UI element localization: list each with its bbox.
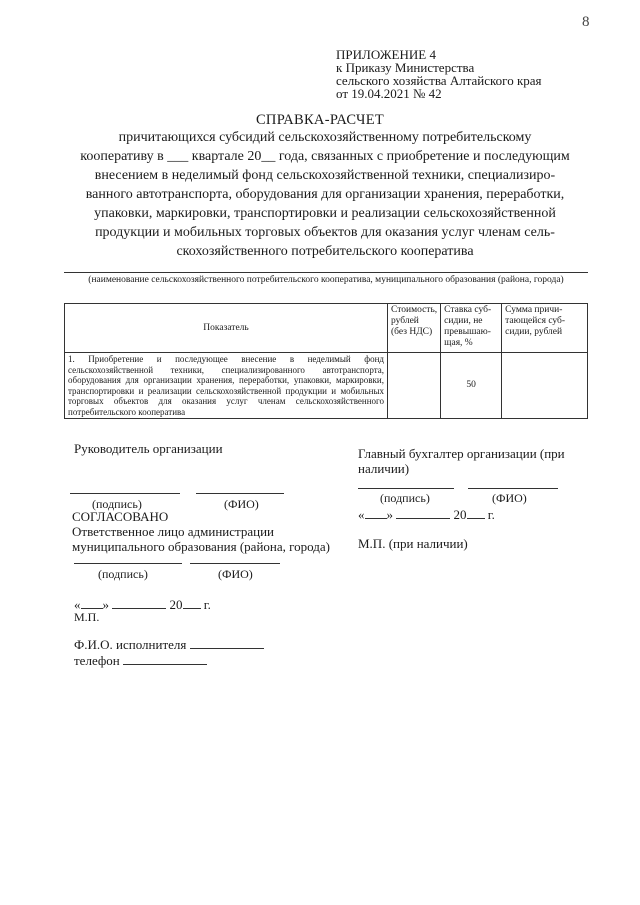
chief-accountant-line2: наличии) <box>358 461 410 476</box>
accountant-signature-caption: (подпись) <box>380 491 430 505</box>
agreed-label: СОГЛАСОВАНО <box>72 509 169 524</box>
admin-signature-caption: (подпись) <box>98 567 148 581</box>
date-year-suffix: г. <box>487 507 495 522</box>
admin-fio-caption: (ФИО) <box>218 567 253 581</box>
phone-blank[interactable] <box>123 663 207 665</box>
date-month-blank[interactable] <box>112 607 166 609</box>
executor-field[interactable] <box>74 636 264 653</box>
subtitle-line: кооперативу в ___ квартале 20__ года, связанных с приобретение и последующим <box>80 149 570 164</box>
subtitle-line: причитающихся субсидий сельскохозяйственному потребительскому <box>118 130 532 145</box>
accountant-fio-caption: (ФИО) <box>492 491 527 505</box>
phone-label: телефон <box>74 653 120 668</box>
admin-fio-line[interactable] <box>190 563 280 564</box>
accountant-signature-line[interactable] <box>358 488 454 489</box>
responsible-person-line1: Ответственное лицо администрации <box>72 524 275 539</box>
date-year-suffix: г. <box>203 597 211 612</box>
accountant-fio-line[interactable] <box>468 488 558 489</box>
date-close-quote: » <box>102 597 109 612</box>
subtitle-line: внесением в неделимый фонд сельскохозяйственной техники, специализиро- <box>94 168 556 183</box>
accountant-date-field[interactable] <box>358 506 495 523</box>
date-year-blank[interactable] <box>467 517 485 519</box>
header-indicator: Показатель <box>65 304 388 353</box>
appendix-ministry-line: сельского хозяйства Алтайского края <box>336 73 542 88</box>
accountant-stamp-label: М.П. (при наличии) <box>358 536 468 551</box>
appendix-date-line: от 19.04.2021 № 42 <box>336 86 442 101</box>
header-sum: Сумма причи-тающейся суб-сидии, рублей <box>502 304 588 353</box>
date-year-blank[interactable] <box>183 607 201 609</box>
organization-name-field[interactable] <box>64 272 588 273</box>
date-open-quote: « <box>358 507 365 522</box>
date-year-prefix: 20 <box>453 507 467 522</box>
subsidy-table <box>64 303 588 419</box>
row-indicator: 1. Приобретение и последующее внесение в неделимый фонд сельскохозяйственной техники, специализированного автотранспорта, оборудования для организации хранения, переработки, упаковки, маркировки, транспортировки и реализации сельскохозяйственной продукции и мобильных торговых объектов для оказания услуг членам сельскохозяйственного потребительского кооператива <box>65 353 388 419</box>
admin-signature-line[interactable] <box>74 563 182 564</box>
head-fio-line[interactable] <box>196 493 284 494</box>
document-subtitle <box>62 128 588 261</box>
table-row <box>65 353 588 419</box>
appendix-block <box>336 48 542 100</box>
head-of-organization-label: Руководитель организации <box>74 441 223 456</box>
date-year-prefix: 20 <box>169 597 183 612</box>
phone-field[interactable] <box>74 652 207 669</box>
subtitle-line: продукции и мобильных торговых объектов для оказания услуг членам сель- <box>95 225 555 240</box>
date-open-quote: « <box>74 597 81 612</box>
subtitle-line: скохозяйственного потребительского кооператива <box>176 244 474 259</box>
head-signature-caption: (подпись) <box>92 497 142 511</box>
document-title: СПРАВКА-РАСЧЕТ <box>255 112 385 128</box>
subtitle-line: упаковки, маркировки, транспортировки и реализации сельскохозяйственной <box>94 206 556 221</box>
row-cost-cell[interactable] <box>388 353 441 419</box>
row-sum-cell[interactable] <box>502 353 588 419</box>
header-cost: Стоимость, рублей (без НДС) <box>388 304 441 353</box>
executor-blank[interactable] <box>190 647 264 649</box>
appendix-ref-line: к Приказу Министерства <box>336 60 475 75</box>
date-month-blank[interactable] <box>396 517 450 519</box>
head-signature-line[interactable] <box>70 493 180 494</box>
executor-label: Ф.И.О. исполнителя <box>74 637 187 652</box>
table-header-row <box>65 304 588 353</box>
date-day-blank[interactable] <box>365 517 387 519</box>
page-number: 8 <box>582 14 590 30</box>
chief-accountant-line1: Главный бухгалтер организации (при <box>358 446 565 461</box>
appendix-title: ПРИЛОЖЕНИЕ 4 <box>336 47 436 62</box>
organization-name-caption: (наименование сельскохозяйственного потребительского кооператива, муниципального образования (района, города) <box>88 275 564 285</box>
header-rate: Ставка суб-сидии, не превышаю-щая, % <box>441 304 502 353</box>
date-close-quote: » <box>386 507 393 522</box>
head-fio-caption: (ФИО) <box>224 497 259 511</box>
responsible-person-line2: муниципального образования (района, города) <box>72 539 330 554</box>
admin-stamp-label: М.П. <box>74 610 100 624</box>
row-rate: 50 <box>441 353 502 419</box>
subtitle-line: ванного автотранспорта, оборудования для организации хранения, переработки, <box>85 187 565 202</box>
